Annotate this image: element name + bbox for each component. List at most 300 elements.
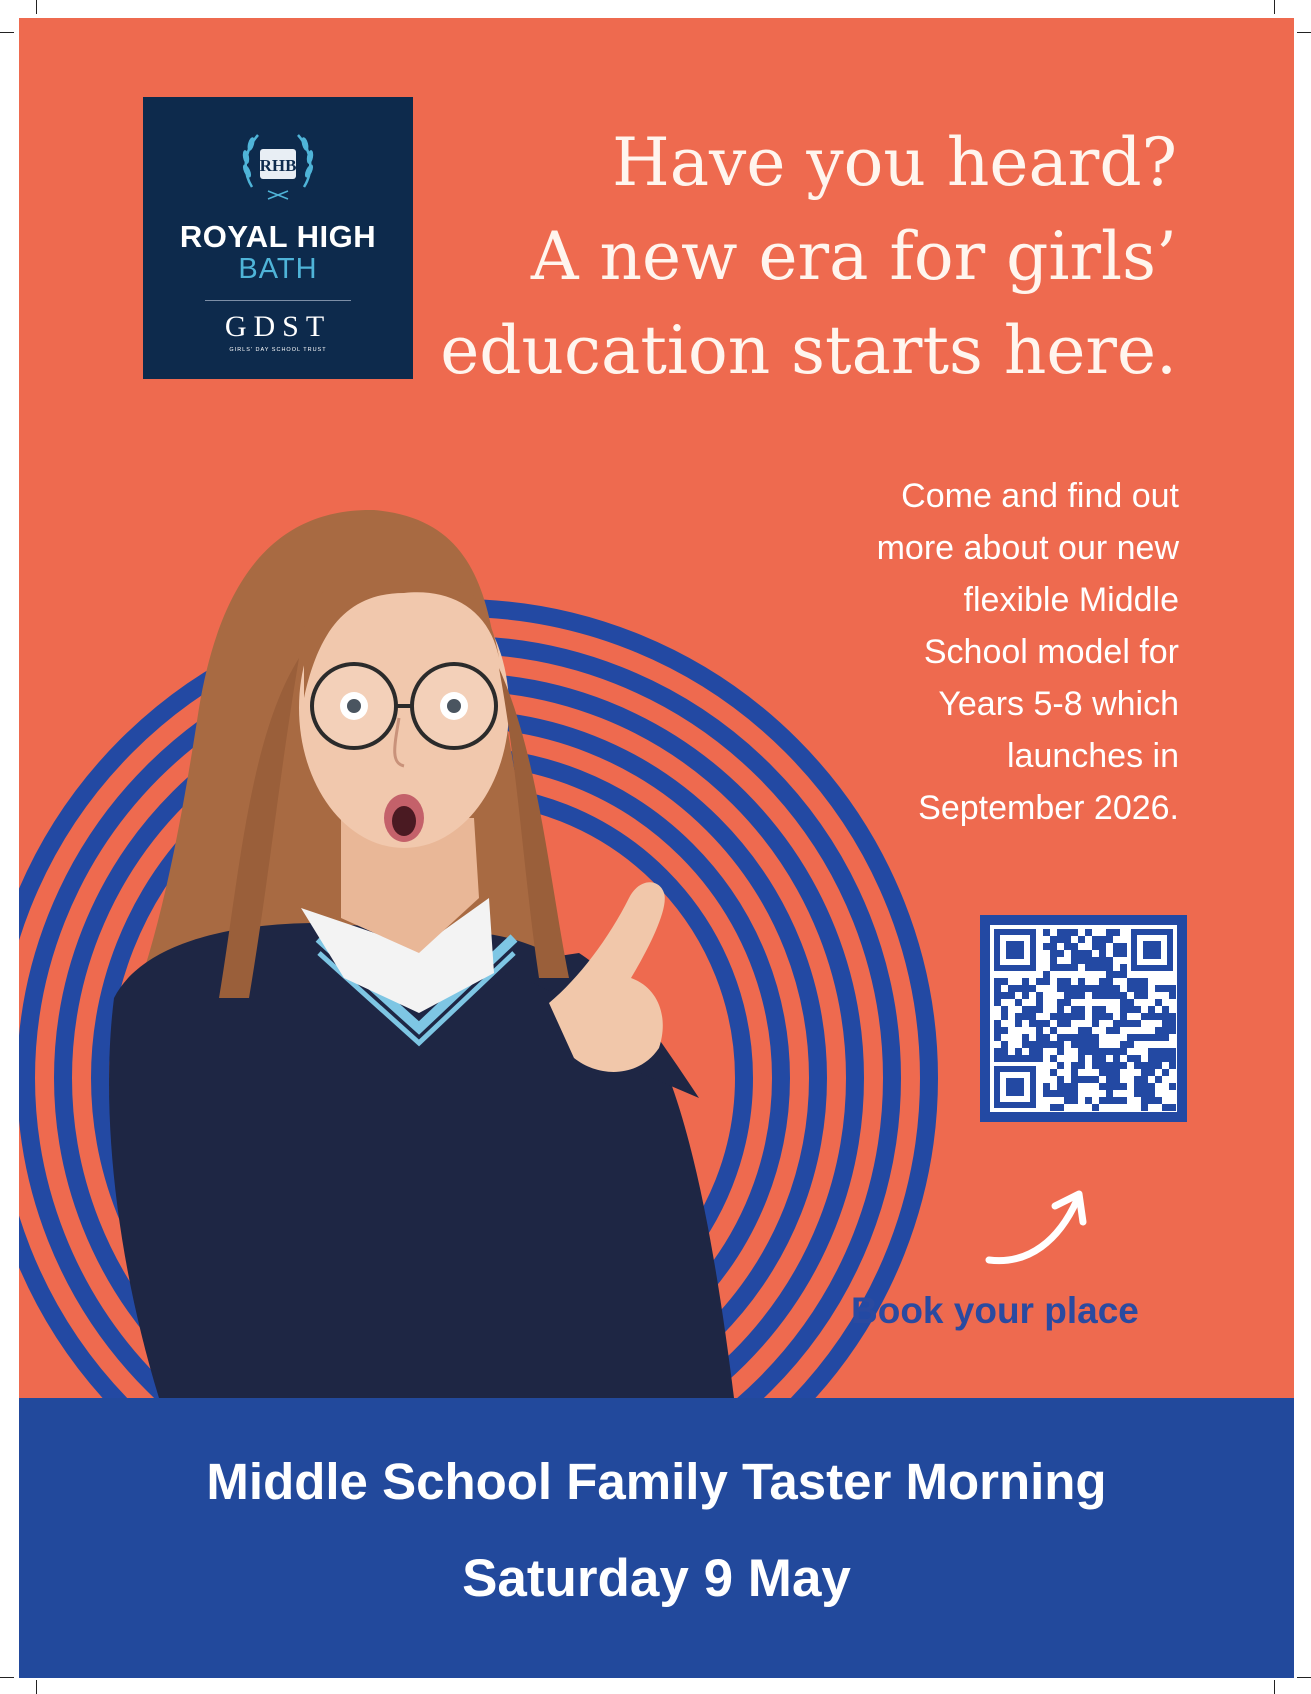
trust-acronym: GDST xyxy=(224,310,332,343)
qr-module xyxy=(1099,950,1106,957)
qr-module xyxy=(1141,1034,1148,1041)
qr-module xyxy=(1050,1041,1057,1048)
qr-module xyxy=(1141,1069,1148,1076)
qr-module xyxy=(1043,1020,1050,1027)
qr-module xyxy=(1092,985,1099,992)
qr-module xyxy=(1162,1013,1169,1020)
qr-module xyxy=(1071,1062,1078,1069)
qr-module xyxy=(1071,1090,1078,1097)
qr-module xyxy=(1148,1034,1155,1041)
qr-module xyxy=(1057,1013,1064,1020)
qr-module xyxy=(1001,1041,1008,1048)
qr-module xyxy=(1092,1034,1099,1041)
qr-module xyxy=(1141,992,1148,999)
qr-module xyxy=(1162,1020,1169,1027)
qr-module xyxy=(1099,957,1106,964)
qr-module xyxy=(1043,1083,1050,1090)
curved-arrow-icon xyxy=(969,1170,1099,1270)
qr-module xyxy=(1092,957,1099,964)
qr-module xyxy=(1071,929,1078,936)
qr-code-icon[interactable] xyxy=(980,915,1187,1122)
qr-module xyxy=(1148,1069,1155,1076)
qr-module xyxy=(1148,1013,1155,1020)
qr-module xyxy=(1036,978,1043,985)
qr-module xyxy=(1113,1076,1120,1083)
qr-module xyxy=(1127,985,1134,992)
qr-module xyxy=(1141,1090,1148,1097)
qr-module xyxy=(1057,1090,1064,1097)
qr-module xyxy=(1036,1048,1043,1055)
qr-module xyxy=(1022,1034,1029,1041)
qr-module xyxy=(1113,1097,1120,1104)
qr-module xyxy=(1127,999,1134,1006)
qr-module xyxy=(1078,985,1085,992)
qr-module xyxy=(1127,1041,1134,1048)
qr-module xyxy=(1113,1062,1120,1069)
qr-module xyxy=(1050,943,1057,950)
qr-module xyxy=(1113,992,1120,999)
qr-module xyxy=(1015,1055,1022,1062)
qr-module xyxy=(1162,1034,1169,1041)
qr-module xyxy=(1078,957,1085,964)
qr-module xyxy=(1162,1055,1169,1062)
qr-module xyxy=(1008,992,1015,999)
body-line: launches in xyxy=(1006,737,1179,775)
qr-module xyxy=(1015,1020,1022,1027)
qr-module xyxy=(1085,964,1092,971)
headline xyxy=(417,116,1177,398)
qr-module xyxy=(1085,957,1092,964)
qr-module xyxy=(1057,1048,1064,1055)
qr-module xyxy=(1134,1076,1141,1083)
qr-module xyxy=(1064,992,1071,999)
qr-module xyxy=(1099,936,1106,943)
qr-module xyxy=(1141,1083,1148,1090)
qr-module xyxy=(1050,1090,1057,1097)
qr-module xyxy=(1113,985,1120,992)
qr-module xyxy=(1134,985,1141,992)
qr-module xyxy=(1036,1006,1043,1013)
qr-module xyxy=(1162,1027,1169,1034)
qr-module xyxy=(1155,1048,1162,1055)
qr-module xyxy=(1078,950,1085,957)
qr-module xyxy=(1162,1048,1169,1055)
crop-mark xyxy=(1274,1680,1275,1694)
qr-module xyxy=(1134,1062,1141,1069)
qr-module xyxy=(1148,1090,1155,1097)
qr-module xyxy=(1106,1027,1113,1034)
qr-module xyxy=(1106,978,1113,985)
qr-module xyxy=(1113,1055,1120,1062)
qr-module xyxy=(1113,1048,1120,1055)
qr-module xyxy=(1141,985,1148,992)
qr-module xyxy=(1015,999,1022,1006)
qr-module xyxy=(1078,1062,1085,1069)
qr-module xyxy=(1071,1097,1078,1104)
qr-module xyxy=(1050,1055,1057,1062)
qr-module xyxy=(1106,1062,1113,1069)
qr-module xyxy=(1120,1048,1127,1055)
qr-module xyxy=(1134,1083,1141,1090)
qr-module xyxy=(1029,985,1036,992)
qr-module xyxy=(1036,1034,1043,1041)
qr-module xyxy=(1141,1104,1148,1111)
qr-module xyxy=(1169,1048,1176,1055)
qr-module xyxy=(1099,978,1106,985)
qr-module xyxy=(1078,936,1085,943)
qr-module xyxy=(1169,1020,1176,1027)
qr-module xyxy=(1120,1097,1127,1104)
qr-module xyxy=(1064,985,1071,992)
qr-module xyxy=(1162,1069,1169,1076)
qr-module xyxy=(1001,992,1008,999)
qr-module xyxy=(1113,1020,1120,1027)
qr-module xyxy=(1001,1013,1008,1020)
body-line: September 2026. xyxy=(918,789,1179,827)
school-logo xyxy=(143,97,413,379)
qr-module xyxy=(1057,1076,1064,1083)
qr-module xyxy=(1092,943,1099,950)
qr-module xyxy=(1141,1062,1148,1069)
headline-line: A new era for girls’ xyxy=(530,218,1177,295)
qr-module xyxy=(1106,1090,1113,1097)
qr-module xyxy=(1113,1083,1120,1090)
qr-module xyxy=(1099,1097,1106,1104)
qr-module xyxy=(1043,1041,1050,1048)
qr-module xyxy=(1050,957,1057,964)
qr-module xyxy=(1148,1055,1155,1062)
qr-module xyxy=(1036,1055,1043,1062)
qr-module xyxy=(1036,1041,1043,1048)
qr-module xyxy=(1043,929,1050,936)
qr-module xyxy=(1064,936,1071,943)
crop-mark xyxy=(36,1680,37,1694)
qr-module xyxy=(1106,1048,1113,1055)
qr-module xyxy=(1071,943,1078,950)
qr-module xyxy=(1050,964,1057,971)
qr-module xyxy=(1085,1076,1092,1083)
qr-module xyxy=(1148,1048,1155,1055)
qr-module xyxy=(1092,1062,1099,1069)
qr-module xyxy=(1029,1048,1036,1055)
qr-module xyxy=(1085,1097,1092,1104)
qr-module xyxy=(1092,1048,1099,1055)
qr-module xyxy=(1057,985,1064,992)
qr-module xyxy=(1071,992,1078,999)
qr-module xyxy=(1071,964,1078,971)
qr-module xyxy=(1120,943,1127,950)
qr-module xyxy=(994,1048,1001,1055)
qr-module xyxy=(1029,1006,1036,1013)
qr-module xyxy=(1057,1062,1064,1069)
crop-mark xyxy=(1297,32,1311,33)
qr-module xyxy=(1043,971,1050,978)
qr-module xyxy=(1099,1048,1106,1055)
qr-module xyxy=(1071,1076,1078,1083)
qr-module xyxy=(1120,1062,1127,1069)
qr-module xyxy=(1113,929,1120,936)
qr-module xyxy=(1120,971,1127,978)
qr-module xyxy=(1001,1027,1008,1034)
qr-module xyxy=(1127,1034,1134,1041)
qr-module xyxy=(994,992,1001,999)
qr-module xyxy=(1029,1020,1036,1027)
crop-mark xyxy=(1274,0,1275,14)
qr-module xyxy=(1085,950,1092,957)
qr-module xyxy=(1155,1062,1162,1069)
qr-module xyxy=(1092,936,1099,943)
qr-module xyxy=(1120,1013,1127,1020)
qr-module xyxy=(1057,964,1064,971)
qr-module xyxy=(1106,957,1113,964)
qr-module xyxy=(1036,1020,1043,1027)
qr-module xyxy=(1134,978,1141,985)
qr-module xyxy=(1099,985,1106,992)
qr-module xyxy=(1022,992,1029,999)
qr-module xyxy=(1015,1048,1022,1055)
qr-module xyxy=(1050,1069,1057,1076)
qr-module xyxy=(1092,992,1099,999)
qr-module xyxy=(1092,1006,1099,1013)
qr-module xyxy=(1127,1006,1134,1013)
qr-module xyxy=(1148,1083,1155,1090)
qr-module xyxy=(994,1034,1001,1041)
qr-module xyxy=(1022,1013,1029,1020)
qr-module xyxy=(994,978,1001,985)
qr-module xyxy=(1169,1104,1176,1111)
qr-module xyxy=(1008,1055,1015,1062)
qr-module xyxy=(1141,978,1148,985)
qr-module xyxy=(1169,1083,1176,1090)
qr-module xyxy=(1043,1034,1050,1041)
qr-module xyxy=(1155,1055,1162,1062)
qr-module xyxy=(1050,950,1057,957)
qr-module xyxy=(1057,1041,1064,1048)
qr-module xyxy=(1050,1104,1057,1111)
qr-module xyxy=(1071,985,1078,992)
qr-module xyxy=(1113,971,1120,978)
qr-module xyxy=(1078,1013,1085,1020)
qr-module xyxy=(1106,1076,1113,1083)
crop-mark xyxy=(0,1677,14,1678)
qr-module xyxy=(1071,1034,1078,1041)
qr-module xyxy=(1022,1006,1029,1013)
qr-module xyxy=(1029,1041,1036,1048)
qr-module xyxy=(1001,978,1008,985)
qr-module xyxy=(1071,957,1078,964)
qr-module xyxy=(1057,1020,1064,1027)
qr-module xyxy=(1022,1055,1029,1062)
qr-module xyxy=(1155,999,1162,1006)
qr-module xyxy=(1064,999,1071,1006)
qr-module xyxy=(1064,1013,1071,1020)
qr-module xyxy=(1078,1006,1085,1013)
qr-module xyxy=(1057,1034,1064,1041)
qr-module xyxy=(1085,1041,1092,1048)
headline-line: education starts here. xyxy=(440,312,1177,389)
qr-module xyxy=(1155,1076,1162,1083)
svg-text:RHB: RHB xyxy=(259,156,297,175)
qr-module xyxy=(1092,1020,1099,1027)
qr-module xyxy=(1057,936,1064,943)
qr-module xyxy=(1141,1097,1148,1104)
qr-module xyxy=(1064,1083,1071,1090)
qr-module xyxy=(1155,1097,1162,1104)
qr-module xyxy=(1057,978,1064,985)
qr-module xyxy=(1092,1104,1099,1111)
qr-module xyxy=(1106,964,1113,971)
qr-module xyxy=(1001,1006,1008,1013)
crop-mark xyxy=(1297,1677,1311,1678)
qr-module xyxy=(1162,985,1169,992)
qr-module xyxy=(1036,999,1043,1006)
event-date: Saturday 9 May xyxy=(462,1549,851,1608)
qr-module xyxy=(1078,1034,1085,1041)
qr-module xyxy=(1113,950,1120,957)
qr-module xyxy=(1085,1048,1092,1055)
qr-module xyxy=(1106,929,1113,936)
qr-module xyxy=(1106,1069,1113,1076)
qr-module xyxy=(1078,1048,1085,1055)
qr-module xyxy=(1022,1041,1029,1048)
qr-module xyxy=(1134,1020,1141,1027)
qr-module xyxy=(1078,1027,1085,1034)
body-line: Years 5-8 which xyxy=(938,685,1179,723)
qr-module xyxy=(1169,1013,1176,1020)
qr-module xyxy=(1148,1006,1155,1013)
qr-module xyxy=(1064,929,1071,936)
qr-module xyxy=(1015,985,1022,992)
qr-module xyxy=(1155,1027,1162,1034)
qr-module xyxy=(1155,1034,1162,1041)
qr-module xyxy=(1106,985,1113,992)
qr-module xyxy=(1071,1006,1078,1013)
book-your-place-link[interactable]: Book your place xyxy=(851,1290,1139,1331)
qr-module xyxy=(1064,964,1071,971)
qr-module xyxy=(1099,1083,1106,1090)
school-name-line2: BATH xyxy=(238,253,318,285)
body-line: more about our new xyxy=(876,529,1179,567)
qr-module xyxy=(1092,964,1099,971)
qr-module xyxy=(1057,999,1064,1006)
qr-module xyxy=(1127,1055,1134,1062)
qr-module xyxy=(1099,1055,1106,1062)
qr-module xyxy=(1064,1097,1071,1104)
qr-module xyxy=(1064,1020,1071,1027)
qr-module xyxy=(1148,1097,1155,1104)
qr-module xyxy=(1050,1027,1057,1034)
qr-module xyxy=(1099,1062,1106,1069)
qr-module xyxy=(1106,1097,1113,1104)
qr-module xyxy=(1099,1013,1106,1020)
qr-module xyxy=(1050,936,1057,943)
qr-module xyxy=(1113,1069,1120,1076)
qr-module xyxy=(1064,1090,1071,1097)
qr-module xyxy=(1001,1055,1008,1062)
qr-module xyxy=(1036,1027,1043,1034)
qr-module xyxy=(1155,985,1162,992)
qr-module xyxy=(1078,992,1085,999)
qr-module xyxy=(994,999,1001,1006)
qr-module xyxy=(1092,1076,1099,1083)
qr-module xyxy=(1078,1055,1085,1062)
qr-module xyxy=(1057,929,1064,936)
qr-module xyxy=(1134,1090,1141,1097)
qr-module xyxy=(1120,1006,1127,1013)
laurel-crest-icon xyxy=(238,125,318,205)
qr-module xyxy=(1078,978,1085,985)
qr-module xyxy=(1169,1055,1176,1062)
qr-module xyxy=(1162,1104,1169,1111)
body-line: School model for xyxy=(923,633,1179,671)
qr-module xyxy=(1162,1006,1169,1013)
qr-module xyxy=(1050,1013,1057,1020)
qr-module xyxy=(1106,971,1113,978)
qr-module xyxy=(1120,1020,1127,1027)
qr-module xyxy=(1057,1006,1064,1013)
qr-module xyxy=(1127,978,1134,985)
qr-module xyxy=(1029,1013,1036,1020)
qr-module xyxy=(1134,992,1141,999)
qr-module xyxy=(1113,1027,1120,1034)
event-banner xyxy=(19,1398,1294,1678)
event-title: Middle School Family Taster Morning xyxy=(206,1453,1107,1510)
qr-module xyxy=(1169,1027,1176,1034)
school-name-line1: ROYAL HIGH xyxy=(179,219,377,254)
qr-module xyxy=(1085,1034,1092,1041)
qr-module xyxy=(1141,1076,1148,1083)
qr-module xyxy=(1099,992,1106,999)
qr-module xyxy=(1099,1006,1106,1013)
qr-module xyxy=(1036,992,1043,999)
qr-module xyxy=(1120,1083,1127,1090)
qr-module xyxy=(1001,1048,1008,1055)
qr-module xyxy=(1141,1013,1148,1020)
qr-module xyxy=(1134,1055,1141,1062)
body-line: flexible Middle xyxy=(963,581,1179,619)
qr-module xyxy=(1071,1041,1078,1048)
qr-module xyxy=(1169,985,1176,992)
qr-module xyxy=(1071,1069,1078,1076)
qr-module xyxy=(1092,1013,1099,1020)
body-line: Come and find out xyxy=(901,477,1179,515)
qr-module xyxy=(1043,978,1050,985)
qr-module xyxy=(1064,1034,1071,1041)
qr-module xyxy=(994,1055,1001,1062)
qr-module xyxy=(1092,1055,1099,1062)
headline-line: Have you heard? xyxy=(612,124,1177,201)
qr-module xyxy=(1085,1027,1092,1034)
qr-module xyxy=(1169,992,1176,999)
qr-module xyxy=(1085,985,1092,992)
qr-module xyxy=(1064,943,1071,950)
qr-module xyxy=(1099,943,1106,950)
qr-module xyxy=(1071,1013,1078,1020)
qr-module xyxy=(1127,1020,1134,1027)
qr-module xyxy=(1169,1062,1176,1069)
qr-module xyxy=(1071,950,1078,957)
qr-module xyxy=(1148,1062,1155,1069)
qr-module xyxy=(1022,985,1029,992)
poster xyxy=(19,18,1294,1678)
qr-module xyxy=(1008,985,1015,992)
qr-module xyxy=(1155,1013,1162,1020)
crop-mark xyxy=(36,0,37,14)
qr-module xyxy=(1071,1083,1078,1090)
qr-module xyxy=(1134,1006,1141,1013)
qr-module xyxy=(1078,1076,1085,1083)
qr-module xyxy=(1085,929,1092,936)
